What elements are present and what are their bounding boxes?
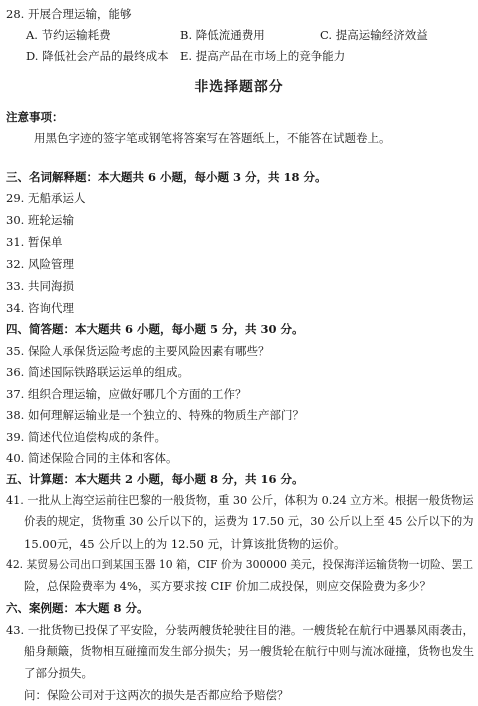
question-41-line-3: 15.00元，45 公斤以上的为 12.50 元，计算该批货物的运价。 xyxy=(24,537,346,551)
question-28-stem: 28. 开展合理运输，能够 xyxy=(6,7,132,21)
question-42-line-1: 42. 某贸易公司出口到某国玉器 10 箱，CIF 价为 300000 美元，投保海洋运输货物一切险、罢工 xyxy=(6,558,473,571)
option-a: A. 节约运输耗费 xyxy=(26,28,111,42)
question-43-line-4: 问：保险公司对于这两次的损失是否都应给予赔偿？ xyxy=(24,688,289,702)
question-39: 39. 简述代位追偿构成的条件。 xyxy=(6,430,166,444)
question-29: 29. 无船承运人 xyxy=(6,191,86,205)
part-title: 非选择题部分 xyxy=(194,79,284,95)
question-31: 31. 暂保单 xyxy=(6,235,63,249)
question-37: 37. 组织合理运输，应做好哪几个方面的工作？ xyxy=(6,387,247,401)
option-b: B. 降低流通费用 xyxy=(180,28,265,42)
option-d: D. 降低社会产品的最终成本 xyxy=(26,49,169,63)
section-6-heading: 六、案例题：本大题 8 分。 xyxy=(6,601,149,615)
option-c: C. 提高运输经济效益 xyxy=(320,28,428,42)
option-e: E. 提高产品在市场上的竞争能力 xyxy=(180,49,346,63)
notice-body: 用黑色字迹的签字笔或钢笔将答案写在答题纸上，不能答在试题卷上。 xyxy=(34,131,391,145)
question-38: 38. 如何理解运输业是一个独立的、特殊的物质生产部门？ xyxy=(6,408,304,422)
question-43-line-1: 43. 一批货物已投保了平安险，分装两艘货轮驶往目的港。一艘货轮在航行中遇暴风雨袭击， xyxy=(6,623,474,637)
question-43-line-3: 了部分损失。 xyxy=(24,666,93,680)
section-5-heading: 五、计算题：本大题共 2 小题，每小题 8 分，共 16 分。 xyxy=(6,472,304,486)
question-42-line-2: 险，总保险费率为 4%，买方要求按 CIF 价加二成投保，则应交保险费为多少？ xyxy=(24,579,432,593)
notice-heading: 注意事项： xyxy=(6,110,64,124)
question-41-line-2: 价表的规定，货物重 30 公斤以下的，运费为 17.50 元，30 公斤以上至 45 公斤以下的为 xyxy=(24,515,474,528)
question-41-line-1: 41. 一批从上海空运前往巴黎的一般货物，重 30 公斤，体积为 0.24 立方米。根据一般货物运 xyxy=(6,494,474,507)
question-43-line-2: 船身颠簸，货物相互碰撞而发生部分损失；另一艘货轮在航行中则与流冰碰撞，货物也发生 xyxy=(24,645,475,658)
question-33: 33. 共同海损 xyxy=(6,279,74,293)
question-36: 36. 简述国际铁路联运运单的组成。 xyxy=(6,365,189,379)
question-30: 30. 班轮运输 xyxy=(6,213,74,227)
question-32: 32. 风险管理 xyxy=(6,257,74,271)
question-35: 35. 保险人承保货运险考虑的主要风险因素有哪些？ xyxy=(6,344,270,358)
section-4-heading: 四、简答题：本大题共 6 小题，每小题 5 分，共 30 分。 xyxy=(6,322,304,336)
question-40: 40. 简述保险合同的主体和客体。 xyxy=(6,451,178,465)
section-3-heading: 三、名词解释题：本大题共 6 小题，每小题 3 分，共 18 分。 xyxy=(6,170,327,184)
question-34: 34. 咨询代理 xyxy=(6,301,74,315)
